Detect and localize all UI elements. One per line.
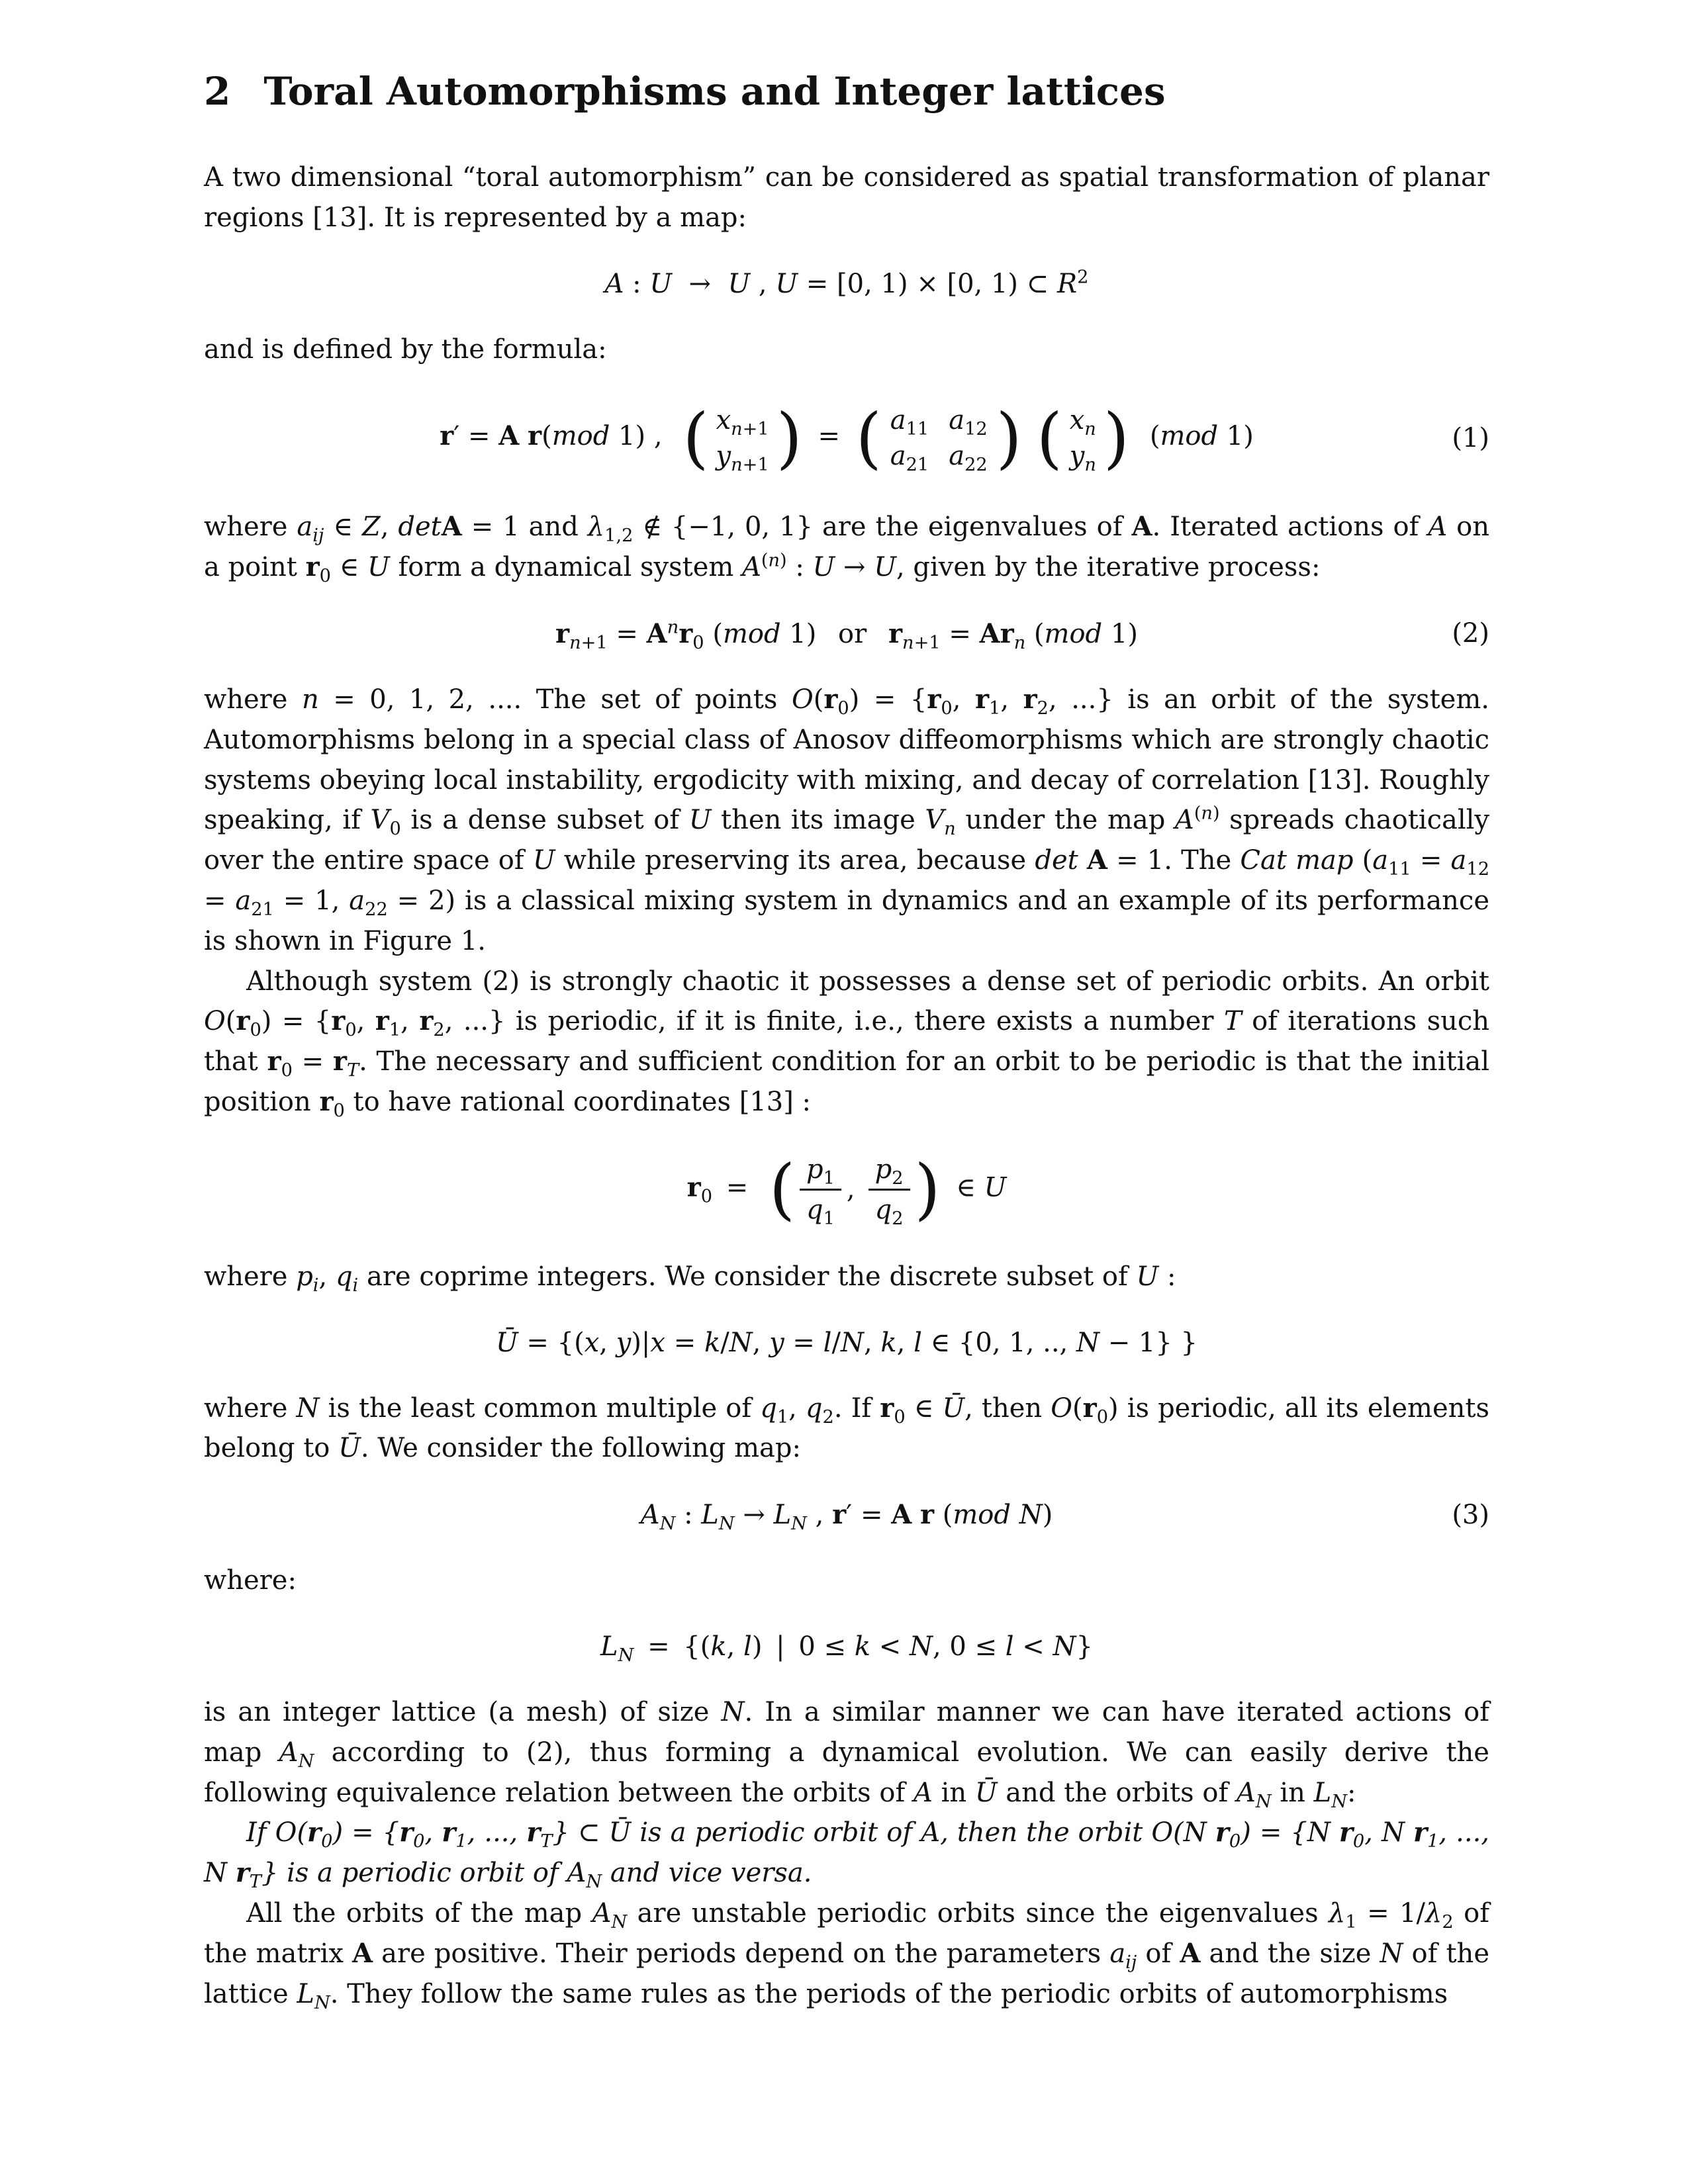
paragraph-lattice: is an integer lattice (a mesh) of size N. In a similar manner we can have iterated actions of map $A_N$ according to (2), thus forming a dynamical evolution. We can easily derive the following equivalence relation between the orbits of A in Ū and the orbits of $A_N$ in $L_N$: [204, 1696, 1490, 1812]
equation-3 [204, 1499, 1489, 1535]
equation-1-body: r′ = A r(mod 1) , ( $x_{n+1}$ $y_{n+1}$ ) = ( $a_{11}$ $a_{12}$ $a_{21}$ $a_{22}$ ) ( $x_n$ $y_n$ ) (mod 1) [440, 399, 1254, 477]
equation-3-body: $A_N$ : $L_N \to L_N$ , r′ = A r (mod N) [640, 1499, 1053, 1535]
paragraph-all-orbits: All the orbits of the map $A_N$ are unstable periodic orbits since the eigenvalues $\lambda_1 = 1/\lambda_2$ of the matrix A are positive. Their periods depend on the parameters $a_{ij}$ of A and the size N of the lattice $L_N$. They follow the same rules as the periods of the periodic orbits of automorphisms [204, 1897, 1490, 2013]
section-title: Toral Automorphisms and Integer lattices [263, 69, 1166, 114]
paragraph-where-n: where n = 0, 1, 2, .... The set of points $O(r_0) = \{r_0$, $r_1$, $r_2$, ...} is an orbit of the system. Automorphisms belong in a special class of Anosov diffeomorphisms which are strongly chaotic systems obeying local instability, ergodicity with mixing, and decay of correlation [13]. Roughly speaking, if $V_0$ is a dense subset of U then its image $V_n$ under the map $A^{(n)}$ spreads chaotically over the entire space of U while preserving its area, because det A = 1. The Cat map ($a_{11} = a_{12} = a_{21} = 1$, $a_{22} = 2$) is a classical mixing system in dynamics and an example of its performance is shown in Figure 1. [204, 683, 1490, 956]
section-number: 2 [204, 69, 231, 114]
paragraph-although: Although system (2) is strongly chaotic it possesses a dense set of periodic orbits. An orbit $O(r_0) = \{r_0$, $r_1$, $r_2$, ...} is periodic, if it is finite, i.e., there exists a number T of iterations such that $r_0 = r_T$. The necessary and sufficient condition for an orbit to be periodic is that the initial position $r_0$ to have rational coordinates [13] : [204, 966, 1490, 1121]
paragraph-intro: A two dimensional “toral automorphism” can be considered as spatial transformation of planar regions [13]. It is represented by a map: [204, 162, 1489, 233]
equation-1 [204, 400, 1489, 477]
equation-LN-lattice: $L_N = \{(k$, l) | 0 ≤ k < N, 0 ≤ l < N} [600, 1631, 1093, 1666]
paragraph-where-aij: where $a_{ij}$ ∈ Z, detA = 1 and $\lambda_{1,2}$ ∉ {−1, 0, 1} are the eigenvalues of A. Iterated actions of A on a point $r_0$ ∈ U form a dynamical system $A^{(n)}$ : U → U, given by the iterative process: [204, 511, 1489, 587]
paragraph-where-pq: where $p_i$, $q_i$ are coprime integers. We consider the discrete subset of U : [204, 1261, 1176, 1296]
equation-ubar-set: Ū = {(x, y)|x = k/N, y = l/N, k, l ∈ {0, 1, .., N − 1} } [496, 1327, 1197, 1358]
equation-map-definition: A : U → U , U = [0, 1) × [0, 1) ⊂ $R^2$ [604, 267, 1089, 299]
equation-1-number: (1) [1452, 423, 1489, 454]
paragraph-theorem-italic: If $O(r_0) = \{r_0$, $r_1$, ..., $r_T$} ⊂ Ū is a periodic orbit of A, then the orbit O(N $r_0) = \{N$ $r_0$, N $r_1$, ..., N $r_T$} is a periodic orbit of $A_N$ and vice versa. [204, 1817, 1490, 1893]
paragraph-where-N: where N is the least common multiple of $q_1$, $q_2$. If $r_0$ ∈ Ū, then $O(r_0)$ is periodic, all its elements belong to Ū. We consider the following map: [204, 1392, 1489, 1464]
section-heading [204, 69, 1489, 114]
paragraph-defined-by: and is defined by the formula: [204, 334, 607, 365]
equation-2-number: (2) [1452, 618, 1489, 649]
equation-2 [204, 617, 1489, 653]
equation-2-body: $r_{n+1} = A^nr_0$ (mod 1) or $r_{n+1} = Ar_n$ (mod 1) [555, 617, 1138, 653]
paragraph-where-colon: where: [204, 1565, 297, 1596]
equation-3-number: (3) [1452, 1499, 1489, 1530]
equation-r0-rational: $r_0$ = ( $\frac{p_1}{q_1}$ , $\frac{p_2}{q_2}$ ) ∈ U [686, 1150, 1007, 1229]
